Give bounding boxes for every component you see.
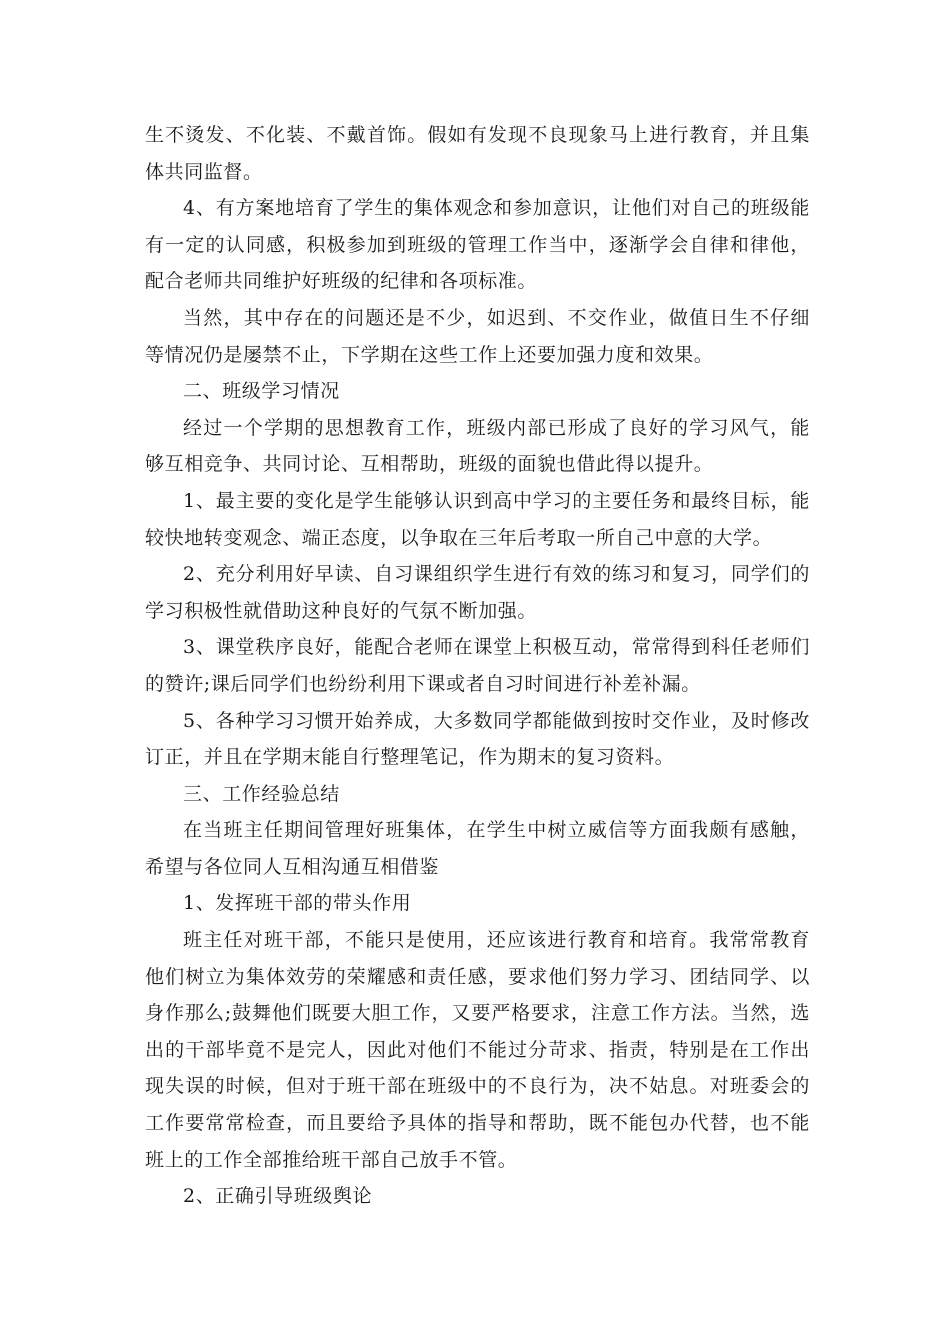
paragraph: 当然，其中存在的问题还是不少，如迟到、不交作业，做值日生不仔细等情况仍是屡禁不止，下学期在这些工作上还要加强力度和效果。 (145, 306, 810, 366)
paragraph: 班主任对班干部，不能只是使用，还应该进行教育和培育。我常常教育他们树立为集体效劳的荣耀感和责任感，要求他们努力学习、团结同学、以身作那么;鼓舞他们既要大胆工作，又要严格要求，注意工作方法。当然，选出的干部毕竟不是完人，因此对他们不能过分苛求、指责，特别是在工作出现失误的时候，但对于班干部在班级中的不良行为，决不姑息。对班委会的工作要常常检查，而且要给予具体的指导和帮助，既不能包办代替，也不能班上的工作全部推给班干部自己放手不管。 (145, 929, 810, 1171)
paragraph: 在当班主任期间管理好班集体，在学生中树立威信等方面我颇有感触，希望与各位同人互相沟通互相借鉴 (145, 819, 810, 878)
section-heading: 二、班级学习情况 (183, 380, 340, 403)
subsection-heading: 2、正确引导班级舆论 (183, 1185, 373, 1208)
paragraph: 经过一个学期的思想教育工作，班级内部已形成了良好的学习风气，能够互相竞争、共同讨论、互相帮助，班级的面貌也借此得以提升。 (145, 416, 810, 476)
subsection-heading: 1、发挥班干部的带头作用 (183, 892, 412, 915)
document-body (145, 117, 810, 1215)
paragraph: 1、最主要的变化是学生能够认识到高中学习的主要任务和最终目标，能较快地转变观念、端正态度，以争取在三年后考取一所自己中意的大学。 (145, 489, 810, 549)
paragraph: 生不烫发、不化装、不戴首饰。假如有发现不良现象马上进行教育，并且集体共同监督。 (145, 124, 810, 183)
paragraph: 2、充分利用好早读、自习课组织学生进行有效的练习和复习，同学们的学习积极性就借助这种良好的气氛不断加强。 (145, 563, 810, 622)
paragraph: 5、各种学习习惯开始养成，大多数同学都能做到按时交作业，及时修改订正，并且在学期末能自行整理笔记，作为期末的复习资料。 (145, 709, 810, 769)
paragraph: 3、课堂秩序良好，能配合老师在课堂上积极互动，常常得到科任老师们的赞许;课后同学们也纷纷利用下课或者自习时间进行补差补漏。 (145, 636, 810, 695)
paragraph: 4、有方案地培育了学生的集体观念和参加意识，让他们对自己的班级能有一定的认同感，积极参加到班级的管理工作当中，逐渐学会自律和律他，配合老师共同维护好班级的纪律和各项标准。 (145, 197, 810, 293)
section-heading: 三、工作经验总结 (183, 782, 340, 805)
